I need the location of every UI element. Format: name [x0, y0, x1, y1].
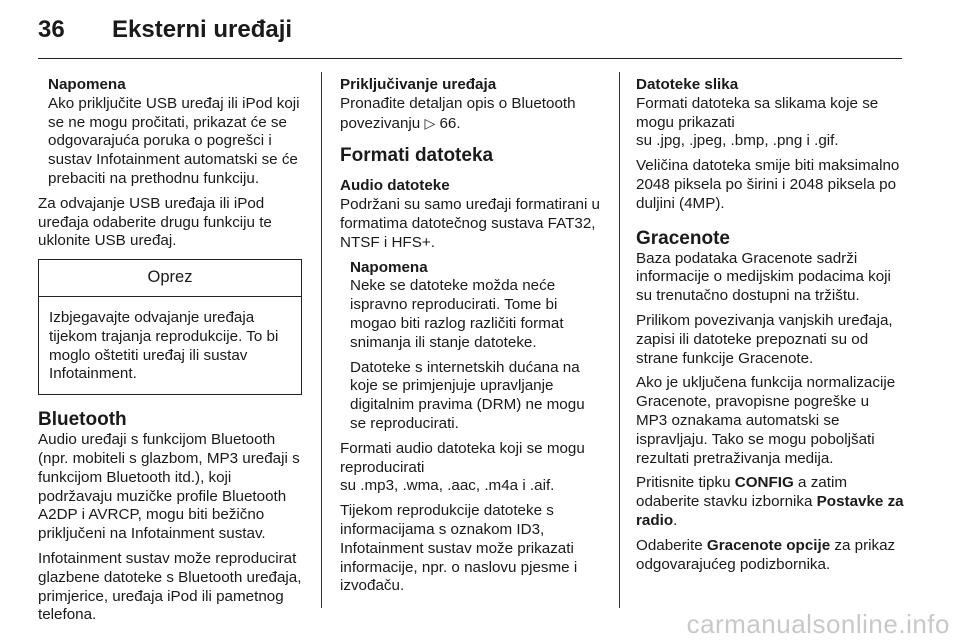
column-1	[38, 76, 302, 631]
subheading-audio: Audio datoteke	[340, 177, 450, 195]
column-divider-2	[619, 72, 620, 608]
paragraph	[636, 537, 904, 575]
watermark: carmanualsonline.info	[686, 609, 950, 639]
paragraph	[636, 474, 904, 530]
caution-box	[38, 259, 302, 395]
paragraph	[636, 95, 904, 151]
image-list: su .jpg, .jpeg, .bmp, .png i .gif.	[636, 132, 839, 150]
paragraph: Ako je uključena funkcija normalizacije Gracenote, pravopisne pogreške u MP3 oznakama automatski se ispravljaju. Tako se mogu poboljšati rezultati pretraživanja medija.	[636, 374, 896, 467]
paragraph: Podržani su samo uređaji formatirani u formatima datotečnog sustava FAT32, NTSF i HFS+.	[340, 196, 600, 251]
paragraph: Baza podataka Gracenote sadrži informacije o medijskim podacima koji su trenutačno dostupni na tržištu.	[636, 249, 891, 305]
image-text: Formati datoteka sa slikama koje se mogu prikazati	[636, 94, 879, 131]
page-header	[38, 14, 902, 59]
text: za prikaz odgovarajućeg podizbornika.	[636, 536, 896, 573]
caution-title: Oprez	[39, 260, 301, 297]
paragraph: Prilikom povezivanja vanjskih uređaja, zapisi ili datoteke prepoznati su od strane funkcije Gracenote.	[636, 311, 893, 367]
page-reference[interactable]: 66.	[439, 114, 461, 132]
paragraph	[340, 95, 604, 134]
page-title: Eksterni uređaji	[112, 16, 293, 43]
connect-text: Pronađite detaljan opis o Bluetooth povezivanju	[340, 94, 576, 132]
page-reference-icon[interactable]: ▷	[424, 114, 436, 131]
note-title: Napomena	[48, 76, 126, 93]
config-key: CONFIG	[734, 474, 794, 492]
note-body: Neke se datoteke možda neće ispravno reproducirati. Tome bi mogao biti razlog različiti format snimanja ili stanje datoteke.	[350, 277, 564, 351]
column-3	[636, 76, 904, 580]
section-heading-bluetooth: Bluetooth	[38, 409, 127, 431]
formats-list: su .mp3, .wma, .aac, .m4a i .aif.	[340, 477, 555, 495]
note-block	[38, 76, 302, 189]
text: a zatim odaberite stavku izbornika	[636, 474, 847, 511]
column-divider-1	[321, 72, 322, 608]
note-block	[340, 259, 604, 434]
note-body: Ako priključite USB uređaj ili iPod koji se ne mogu pročitati, prikazat će se odgovarajuća poruka o pogrešci i sustav Infotainment automatski se će prebaciti na prethodnu funkciju.	[48, 94, 300, 187]
text: .	[673, 511, 678, 529]
paragraph: Tijekom reprodukcije datoteke s informacijama s oznakom ID3, Infotainment sustav može prikazati informacije, npr. o naslovu pjesme i izvođaču.	[340, 502, 578, 595]
paragraph: Veličina datoteka smije biti maksimalno 2048 piksela po širini i 2048 piksela po duljini (4MP).	[636, 157, 900, 212]
text: Odaberite	[636, 536, 707, 554]
subheading-connect: Priključivanje uređaja	[340, 76, 497, 93]
paragraph: Audio uređaji s funkcijom Bluetooth (npr. mobiteli s glazbom, MP3 uređaji s funkcijom Bluetooth itd.), koji podržavaju muzičke profile Bluetooth A2DP i AVRCP, mogu biti bežično priključeni na Infotainment sustav.	[38, 431, 300, 543]
paragraph	[340, 440, 604, 496]
column-2	[340, 76, 604, 602]
page-number: 36	[38, 16, 65, 43]
formats-text: Formati audio datoteka koji se mogu reproducirati	[340, 439, 585, 476]
text: Pritisnite tipku	[636, 474, 735, 492]
section-heading-gracenote: Gracenote	[636, 227, 730, 249]
menu-item-radio-settings: Postavke za radio	[636, 493, 904, 529]
note-body: Datoteke s internetskih dućana na koje se primjenjuje upravljanje digitalnim pravima (DRM) ne mogu se reproducirati.	[350, 358, 585, 432]
paragraph: Za odvajanje USB uređaja ili iPod uređaja odaberite drugu funkciju te uklonite USB uređaj.	[38, 194, 272, 250]
subheading-images: Datoteke slika	[636, 76, 739, 93]
paragraph: Infotainment sustav može reproducirat glazbene datoteke s Bluetooth uređaja, primjerice, uređaja iPod ili pametnog telefona.	[38, 549, 302, 624]
section-heading-formats: Formati datoteka	[340, 145, 494, 167]
note-title: Napomena	[350, 258, 428, 276]
menu-item-gracenote-options: Gracenote opcije	[706, 536, 831, 554]
caution-body: Izbjegavajte odvajanje uređaja tijekom trajanja reprodukcije. To bi moglo oštetiti uređaj ili sustav Infotainment.	[49, 308, 279, 383]
